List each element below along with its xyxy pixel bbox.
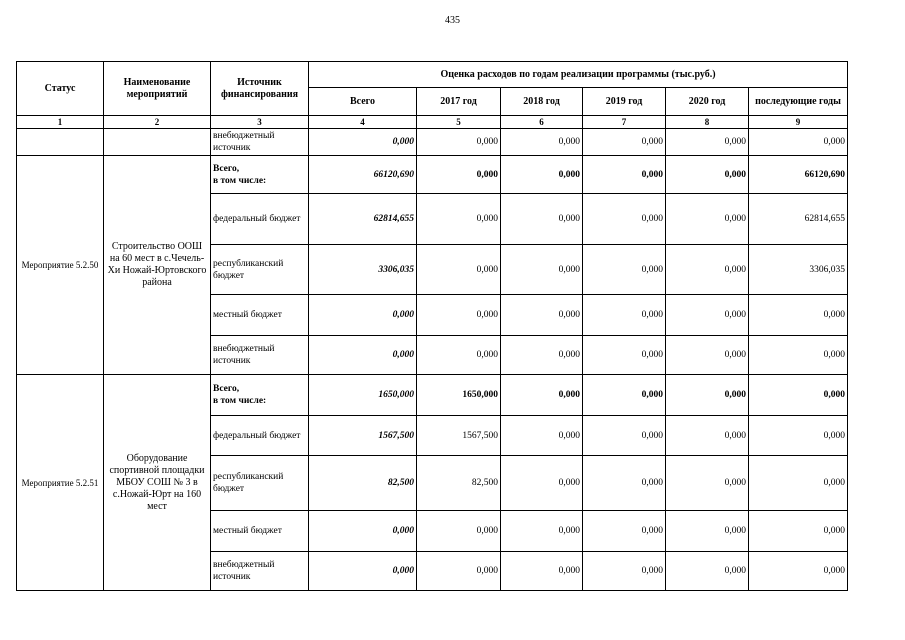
value-2018: 0,000 — [501, 552, 583, 591]
source-cell — [211, 375, 309, 416]
measure-status: Мероприятие 5.2.50 — [17, 156, 104, 375]
source-cell: внебюджетный источник — [211, 336, 309, 375]
value-2018: 0,000 — [501, 511, 583, 552]
source-cell: федеральный бюджет — [211, 194, 309, 245]
source-cell: республиканский бюджет — [211, 245, 309, 295]
column-number-row — [17, 116, 848, 129]
value-later: 3306,035 — [749, 245, 848, 295]
value-later: 0,000 — [749, 552, 848, 591]
value-2017: 1650,000 — [417, 375, 501, 416]
table-row — [17, 129, 848, 156]
value-2017: 0,000 — [417, 129, 501, 156]
value-2017: 0,000 — [417, 295, 501, 336]
header-name: Наименование мероприятий — [104, 62, 211, 116]
value-2018: 0,000 — [501, 375, 583, 416]
value-later: 66120,690 — [749, 156, 848, 194]
value-later: 0,000 — [749, 375, 848, 416]
column-number: 5 — [417, 116, 501, 129]
total-value: 82,500 — [309, 456, 417, 511]
value-2018: 0,000 — [501, 416, 583, 456]
value-2019: 0,000 — [583, 156, 666, 194]
total-value: 1650,000 — [309, 375, 417, 416]
value-2020: 0,000 — [666, 511, 749, 552]
value-2017: 0,000 — [417, 511, 501, 552]
value-2019: 0,000 — [583, 194, 666, 245]
column-number: 2 — [104, 116, 211, 129]
name-cell — [104, 129, 211, 156]
value-later: 0,000 — [749, 336, 848, 375]
total-value: 0,000 — [309, 336, 417, 375]
column-number: 4 — [309, 116, 417, 129]
column-number: 6 — [501, 116, 583, 129]
value-2017: 1567,500 — [417, 416, 501, 456]
value-2017: 0,000 — [417, 336, 501, 375]
value-2018: 0,000 — [501, 194, 583, 245]
value-2020: 0,000 — [666, 336, 749, 375]
value-2020: 0,000 — [666, 194, 749, 245]
measure-status: Мероприятие 5.2.51 — [17, 375, 104, 591]
value-2017: 0,000 — [417, 156, 501, 194]
value-2020: 0,000 — [666, 456, 749, 511]
status-cell — [17, 129, 104, 156]
page-number: 435 — [445, 15, 460, 26]
header-2018: 2018 год — [501, 88, 583, 116]
total-value: 0,000 — [309, 129, 417, 156]
value-2018: 0,000 — [501, 129, 583, 156]
header-row-1 — [17, 62, 848, 88]
value-2019: 0,000 — [583, 456, 666, 511]
value-later: 62814,655 — [749, 194, 848, 245]
source-cell: внебюджетный источник — [211, 129, 309, 156]
value-2019: 0,000 — [583, 416, 666, 456]
header-source: Источник финансирования — [211, 62, 309, 116]
value-later: 0,000 — [749, 456, 848, 511]
value-later: 0,000 — [749, 416, 848, 456]
header-total: Всего — [309, 88, 417, 116]
column-number: 9 — [749, 116, 848, 129]
column-number: 8 — [666, 116, 749, 129]
value-2020: 0,000 — [666, 156, 749, 194]
value-2020: 0,000 — [666, 245, 749, 295]
table-row — [17, 375, 848, 416]
value-2017: 0,000 — [417, 245, 501, 295]
total-value: 0,000 — [309, 552, 417, 591]
source-cell: местный бюджет — [211, 295, 309, 336]
value-2018: 0,000 — [501, 295, 583, 336]
header-2017: 2017 год — [417, 88, 501, 116]
source-total-sublabel: в том числе: — [213, 396, 267, 406]
measure-name: Оборудование спортивной площадки МБОУ СОШ № 3 в с.Ножай-Юрт на 160 мест — [104, 375, 211, 591]
value-2018: 0,000 — [501, 456, 583, 511]
budget-table — [16, 61, 848, 591]
column-number: 1 — [17, 116, 104, 129]
source-cell — [211, 156, 309, 194]
source-cell: республиканский бюджет — [211, 456, 309, 511]
value-2020: 0,000 — [666, 416, 749, 456]
source-cell: федеральный бюджет — [211, 416, 309, 456]
value-2018: 0,000 — [501, 245, 583, 295]
value-2019: 0,000 — [583, 375, 666, 416]
value-2020: 0,000 — [666, 295, 749, 336]
value-2020: 0,000 — [666, 552, 749, 591]
source-cell: местный бюджет — [211, 511, 309, 552]
value-2019: 0,000 — [583, 245, 666, 295]
measure-name: Строительство ООШ на 60 мест в с.Чечель-Хи Ножай-Юртовского района — [104, 156, 211, 375]
value-2020: 0,000 — [666, 129, 749, 156]
value-2020: 0,000 — [666, 375, 749, 416]
value-2019: 0,000 — [583, 552, 666, 591]
table-row — [17, 156, 848, 194]
total-value: 0,000 — [309, 511, 417, 552]
value-later: 0,000 — [749, 295, 848, 336]
value-2019: 0,000 — [583, 511, 666, 552]
total-value: 62814,655 — [309, 194, 417, 245]
value-2019: 0,000 — [583, 336, 666, 375]
value-2018: 0,000 — [501, 156, 583, 194]
header-estimate: Оценка расходов по годам реализации программы (тыс.руб.) — [309, 62, 848, 88]
source-total-label: Всего, — [213, 384, 240, 394]
source-cell: внебюджетный источник — [211, 552, 309, 591]
value-later: 0,000 — [749, 129, 848, 156]
value-2018: 0,000 — [501, 336, 583, 375]
header-status: Статус — [17, 62, 104, 116]
header-2020: 2020 год — [666, 88, 749, 116]
column-number: 7 — [583, 116, 666, 129]
header-2019: 2019 год — [583, 88, 666, 116]
value-2017: 82,500 — [417, 456, 501, 511]
total-value: 1567,500 — [309, 416, 417, 456]
source-total-label: Всего, — [213, 163, 240, 174]
value-2019: 0,000 — [583, 129, 666, 156]
total-value: 0,000 — [309, 295, 417, 336]
value-later: 0,000 — [749, 511, 848, 552]
total-value: 3306,035 — [309, 245, 417, 295]
value-2019: 0,000 — [583, 295, 666, 336]
column-number: 3 — [211, 116, 309, 129]
header-later: последующие годы — [749, 88, 848, 116]
value-2017: 0,000 — [417, 194, 501, 245]
value-2017: 0,000 — [417, 552, 501, 591]
source-total-sublabel: в том числе: — [213, 175, 267, 186]
total-value: 66120,690 — [309, 156, 417, 194]
